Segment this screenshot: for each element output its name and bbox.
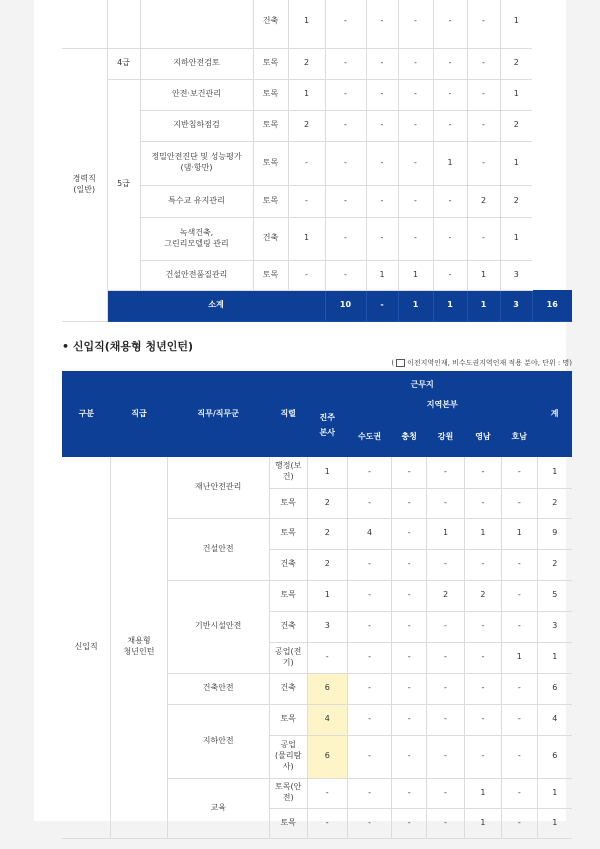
series-cell: 건축 bbox=[253, 0, 288, 48]
value-cell: 1 bbox=[307, 580, 347, 611]
value-cell: - bbox=[464, 673, 501, 704]
series-cell: 토목 bbox=[253, 48, 288, 79]
header-series: 직렬 bbox=[269, 371, 307, 457]
unit-note bbox=[391, 358, 572, 368]
value-cell: - bbox=[288, 260, 325, 290]
value-cell: - bbox=[467, 48, 500, 79]
value-cell: 1 bbox=[500, 217, 532, 260]
value-cell: 2 bbox=[288, 48, 325, 79]
value-cell: 1 bbox=[307, 457, 347, 488]
subtotal-value: 3 bbox=[500, 290, 532, 321]
value-cell: - bbox=[392, 808, 427, 838]
value-cell-highlighted: 6 bbox=[307, 735, 347, 778]
value-cell: 1 bbox=[537, 457, 572, 488]
value-cell: - bbox=[392, 642, 427, 673]
value-cell: - bbox=[501, 778, 537, 808]
value-cell: 3 bbox=[500, 260, 532, 290]
value-cell: - bbox=[427, 704, 465, 735]
value-cell: - bbox=[398, 110, 433, 141]
value-cell: - bbox=[288, 141, 325, 185]
header-region: 수도권 bbox=[347, 417, 391, 457]
category-cell-top bbox=[62, 0, 107, 48]
job-cell bbox=[140, 0, 253, 48]
header-region: 호남 bbox=[501, 417, 537, 457]
job-cell: 특수교 유지관리 bbox=[140, 185, 253, 217]
series-cell: 토목 bbox=[269, 518, 307, 549]
series-cell: 행정(보건) bbox=[269, 457, 307, 488]
subtotal-value: 1 bbox=[398, 290, 433, 321]
value-cell: 3 bbox=[307, 611, 347, 642]
value-cell: 1 bbox=[501, 642, 537, 673]
value-cell: - bbox=[392, 611, 427, 642]
section-title: • 신입직(채용형 청년인턴) bbox=[62, 340, 194, 353]
header-regional: 지역본부 bbox=[347, 393, 537, 417]
value-cell: - bbox=[464, 642, 501, 673]
value-cell: - bbox=[501, 704, 537, 735]
value-cell: 1 bbox=[537, 808, 572, 838]
value-cell: 2 bbox=[467, 185, 500, 217]
value-cell: - bbox=[433, 185, 467, 217]
value-cell: - bbox=[307, 808, 347, 838]
duty-cell: 건축안전 bbox=[167, 673, 269, 704]
series-cell: 공업(전기) bbox=[269, 642, 307, 673]
value-cell: - bbox=[501, 673, 537, 704]
value-cell: - bbox=[501, 549, 537, 580]
value-cell: 2 bbox=[500, 48, 532, 79]
header-region: 강원 bbox=[427, 417, 465, 457]
value-cell: 2 bbox=[427, 580, 465, 611]
value-cell: - bbox=[325, 260, 366, 290]
value-cell: - bbox=[347, 611, 391, 642]
value-cell: - bbox=[347, 704, 391, 735]
value-cell-highlighted: 6 bbox=[307, 673, 347, 704]
note-prefix: ( bbox=[391, 359, 395, 367]
value-cell: - bbox=[392, 673, 427, 704]
value-cell: 1 bbox=[464, 518, 501, 549]
series-cell: 토목 bbox=[253, 79, 288, 110]
value-cell: 1 bbox=[433, 141, 467, 185]
value-cell: 1 bbox=[288, 217, 325, 260]
subtotal-value: - bbox=[366, 290, 398, 321]
value-cell: 1 bbox=[464, 778, 501, 808]
value-cell: - bbox=[366, 217, 398, 260]
header-category: 구분 bbox=[62, 371, 111, 457]
value-cell: - bbox=[347, 580, 391, 611]
value-cell: 1 bbox=[501, 518, 537, 549]
job-cell: 정밀안전진단 및 성능평가 (댐·항만) bbox=[140, 141, 253, 185]
value-cell: - bbox=[433, 79, 467, 110]
value-cell: - bbox=[347, 457, 391, 488]
series-cell: 토목 bbox=[269, 704, 307, 735]
value-cell: - bbox=[427, 549, 465, 580]
value-cell: - bbox=[347, 488, 391, 518]
job-cell: 녹색건축, 그린리모델링 관리 bbox=[140, 217, 253, 260]
value-cell: - bbox=[398, 48, 433, 79]
value-cell: - bbox=[467, 0, 500, 48]
duty-cell: 교육 bbox=[167, 778, 269, 838]
value-cell: - bbox=[427, 735, 465, 778]
series-cell: 토목 bbox=[253, 260, 288, 290]
document-page bbox=[34, 0, 572, 827]
value-cell: - bbox=[427, 642, 465, 673]
job-cell: 건설안전품질관리 bbox=[140, 260, 253, 290]
header-row bbox=[62, 371, 572, 393]
value-cell: - bbox=[467, 217, 500, 260]
value-cell: - bbox=[307, 778, 347, 808]
grade-cell: 4급 bbox=[107, 48, 140, 79]
value-cell: - bbox=[325, 141, 366, 185]
value-cell: - bbox=[392, 549, 427, 580]
value-cell: - bbox=[392, 778, 427, 808]
value-cell: 6 bbox=[537, 735, 572, 778]
value-cell: - bbox=[398, 0, 433, 48]
value-cell: 1 bbox=[500, 141, 532, 185]
series-cell: 토목 bbox=[253, 185, 288, 217]
value-cell: - bbox=[288, 185, 325, 217]
value-cell: - bbox=[427, 611, 465, 642]
value-cell: - bbox=[325, 48, 366, 79]
value-cell: - bbox=[366, 110, 398, 141]
value-cell: - bbox=[325, 185, 366, 217]
duty-cell: 기반시설안전 bbox=[167, 580, 269, 673]
value-cell: 3 bbox=[537, 611, 572, 642]
header-hq: 진주 본사 bbox=[307, 393, 347, 457]
value-cell: - bbox=[392, 735, 427, 778]
value-cell: - bbox=[325, 217, 366, 260]
newcomer-recruit-table bbox=[62, 371, 572, 839]
value-cell: 1 bbox=[398, 260, 433, 290]
value-cell: 2 bbox=[464, 580, 501, 611]
value-cell: - bbox=[325, 110, 366, 141]
value-cell: - bbox=[464, 704, 501, 735]
value-cell: - bbox=[467, 141, 500, 185]
table-row bbox=[62, 48, 572, 79]
value-cell: - bbox=[347, 549, 391, 580]
value-cell: 1 bbox=[537, 642, 572, 673]
value-cell: 5 bbox=[537, 580, 572, 611]
series-cell: 토목 bbox=[253, 110, 288, 141]
series-cell: 건축 bbox=[269, 611, 307, 642]
series-cell: 토목 bbox=[269, 808, 307, 838]
value-cell: - bbox=[501, 457, 537, 488]
value-cell: - bbox=[366, 48, 398, 79]
value-cell: 2 bbox=[537, 549, 572, 580]
value-cell: 2 bbox=[307, 549, 347, 580]
series-cell: 토목 bbox=[269, 580, 307, 611]
value-cell: - bbox=[392, 457, 427, 488]
value-cell: - bbox=[433, 260, 467, 290]
value-cell: 2 bbox=[500, 110, 532, 141]
duty-cell: 건설안전 bbox=[167, 518, 269, 580]
job-cell: 안전·보건관리 bbox=[140, 79, 253, 110]
series-cell: 건축 bbox=[269, 549, 307, 580]
value-cell: - bbox=[501, 735, 537, 778]
value-cell: - bbox=[427, 778, 465, 808]
value-cell: - bbox=[501, 808, 537, 838]
subtotal-label: 소계 bbox=[107, 290, 325, 321]
subtotal-value: 1 bbox=[467, 290, 500, 321]
series-cell: 공업 (물리탐사) bbox=[269, 735, 307, 778]
value-cell: - bbox=[501, 488, 537, 518]
value-cell: - bbox=[398, 141, 433, 185]
value-cell: 1 bbox=[500, 0, 532, 48]
duty-cell: 재난안전관리 bbox=[167, 457, 269, 518]
value-cell: 1 bbox=[467, 260, 500, 290]
value-cell: 2 bbox=[307, 518, 347, 549]
value-cell-highlighted: 4 bbox=[307, 704, 347, 735]
value-cell: - bbox=[347, 735, 391, 778]
value-cell: - bbox=[392, 580, 427, 611]
value-cell: - bbox=[433, 0, 467, 48]
value-cell: - bbox=[325, 0, 366, 48]
value-cell: - bbox=[366, 0, 398, 48]
value-cell: - bbox=[464, 457, 501, 488]
value-cell: 4 bbox=[347, 518, 391, 549]
value-cell: - bbox=[467, 79, 500, 110]
value-cell: - bbox=[427, 808, 465, 838]
value-cell: - bbox=[366, 185, 398, 217]
legend-box-icon bbox=[396, 359, 405, 367]
value-cell: - bbox=[398, 217, 433, 260]
value-cell: 1 bbox=[288, 79, 325, 110]
value-cell: - bbox=[501, 580, 537, 611]
value-cell: - bbox=[347, 642, 391, 673]
value-cell: - bbox=[427, 488, 465, 518]
value-cell: - bbox=[464, 549, 501, 580]
value-cell: 1 bbox=[366, 260, 398, 290]
value-cell: - bbox=[398, 79, 433, 110]
value-cell: 2 bbox=[537, 488, 572, 518]
subtotal-row bbox=[62, 290, 572, 321]
value-cell: - bbox=[392, 704, 427, 735]
grade-cell bbox=[107, 0, 140, 48]
series-cell: 토목 bbox=[253, 141, 288, 185]
value-cell: - bbox=[366, 141, 398, 185]
value-cell: 1 bbox=[288, 0, 325, 48]
duty-cell: 지하안전 bbox=[167, 704, 269, 778]
value-cell: - bbox=[392, 518, 427, 549]
value-cell: 1 bbox=[464, 808, 501, 838]
value-cell: - bbox=[433, 48, 467, 79]
value-cell: 1 bbox=[500, 79, 532, 110]
value-cell: 1 bbox=[427, 518, 465, 549]
note-text: 이전지역인재, 비수도권지역인재 적용 분야, 단위 : 명) bbox=[407, 359, 572, 367]
header-work-place: 근무지 bbox=[307, 371, 537, 393]
value-cell: - bbox=[307, 642, 347, 673]
value-cell: - bbox=[464, 488, 501, 518]
value-cell: - bbox=[467, 110, 500, 141]
grade-cell: 채용형 청년인턴 bbox=[111, 457, 167, 838]
category-cell: 신입직 bbox=[62, 457, 111, 838]
value-cell: - bbox=[398, 185, 433, 217]
career-recruit-table bbox=[62, 0, 572, 322]
header-region: 충청 bbox=[392, 417, 427, 457]
value-cell: 6 bbox=[537, 673, 572, 704]
subtotal-value: 1 bbox=[433, 290, 467, 321]
subtotal-value: 16 bbox=[532, 290, 572, 321]
value-cell: - bbox=[464, 611, 501, 642]
table-row bbox=[62, 0, 572, 48]
header-total: 계 bbox=[537, 371, 572, 457]
value-cell: - bbox=[392, 488, 427, 518]
value-cell: 2 bbox=[307, 488, 347, 518]
value-cell: 4 bbox=[537, 704, 572, 735]
value-cell: - bbox=[433, 110, 467, 141]
value-cell: - bbox=[347, 778, 391, 808]
value-cell: - bbox=[501, 611, 537, 642]
value-cell: - bbox=[347, 808, 391, 838]
value-cell: - bbox=[464, 735, 501, 778]
series-cell: 건축 bbox=[253, 217, 288, 260]
value-cell: - bbox=[427, 457, 465, 488]
value-cell: 1 bbox=[537, 778, 572, 808]
value-cell: 2 bbox=[288, 110, 325, 141]
header-grade: 직급 bbox=[111, 371, 167, 457]
subtotal-value: 10 bbox=[325, 290, 366, 321]
grade-cell: 5급 bbox=[107, 79, 140, 290]
category-cell: 경력직 (일반) bbox=[62, 48, 107, 321]
value-cell: - bbox=[427, 673, 465, 704]
value-cell: 2 bbox=[500, 185, 532, 217]
value-cell: - bbox=[433, 217, 467, 260]
job-cell: 지하안전검토 bbox=[140, 48, 253, 79]
header-region: 영남 bbox=[464, 417, 501, 457]
series-cell: 토목 bbox=[269, 488, 307, 518]
value-cell: 9 bbox=[537, 518, 572, 549]
header-duty: 직무/직무군 bbox=[167, 371, 269, 457]
table-row bbox=[62, 79, 572, 110]
value-cell: - bbox=[347, 673, 391, 704]
series-cell: 토목(안전) bbox=[269, 778, 307, 808]
value-cell: - bbox=[325, 79, 366, 110]
series-cell: 건축 bbox=[269, 673, 307, 704]
job-cell: 지반침하점검 bbox=[140, 110, 253, 141]
table-row bbox=[62, 457, 572, 488]
value-cell: - bbox=[366, 79, 398, 110]
